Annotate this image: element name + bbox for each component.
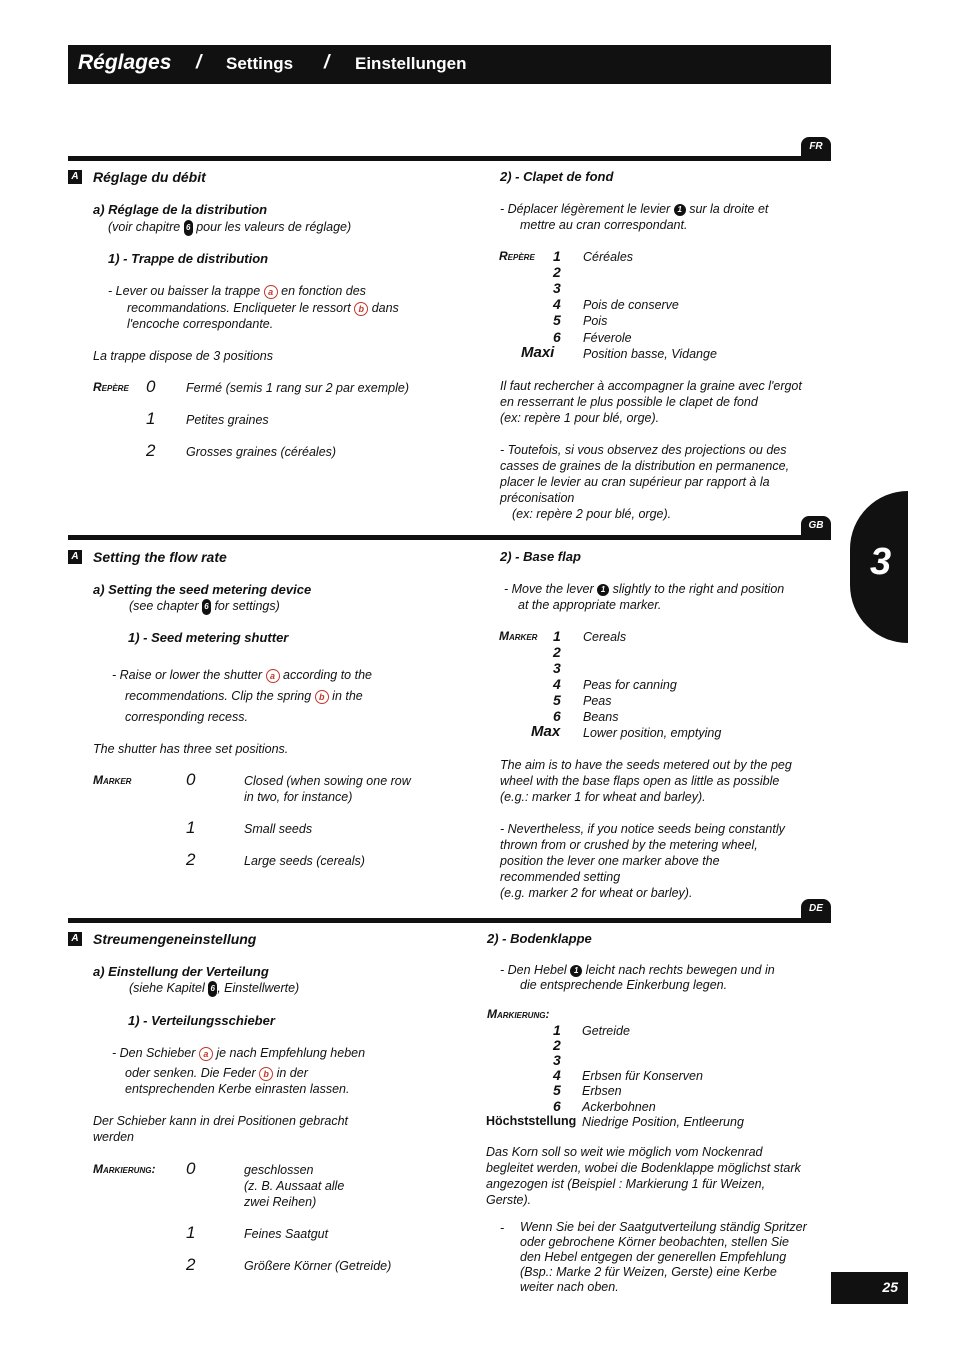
position-text: Small seeds: [244, 822, 313, 836]
marker-number: 4: [553, 676, 561, 692]
position-number: 1: [186, 818, 196, 837]
chapter-6-icon: 6: [184, 220, 193, 236]
instruction-text: - Move the lever: [504, 582, 594, 596]
marker-number: 5: [553, 1082, 561, 1098]
position-number: 0: [186, 770, 196, 789]
position-text: Feines Saatgut: [244, 1227, 329, 1241]
marker-a-icon: a: [199, 1047, 213, 1061]
marker-b-icon: b: [315, 690, 329, 704]
ref-text: pour les valeurs de réglage): [196, 220, 352, 234]
marker-text: Peas: [583, 694, 612, 708]
chapter-6-icon: 6: [208, 981, 217, 997]
marker-number: 1: [553, 248, 561, 264]
subsection-title: a) Einstellung der Verteilung: [93, 964, 269, 979]
instruction-text: - Déplacer légèrement le levier: [500, 202, 671, 216]
page-header: [68, 45, 831, 84]
instruction-text: according to the: [283, 668, 372, 682]
subsection-title: 1) - Verteilungsschieber: [128, 1013, 275, 1028]
instruction-text: je nach Empfehlung heben: [216, 1046, 366, 1060]
lever-1-icon: 1: [597, 584, 609, 596]
section-title: Setting the flow rate: [93, 549, 227, 565]
instruction-line: mettre au cran correspondant.: [520, 218, 688, 232]
marker-label: Marker: [499, 629, 538, 643]
instruction-line: [504, 581, 784, 597]
section-marker: A: [68, 550, 82, 564]
position-text: Large seeds (cereals): [244, 854, 365, 868]
instruction-line: [112, 667, 372, 683]
instruction-line: [500, 201, 768, 217]
paragraph: The aim is to have the seeds metered out by the peg wheel with the base flaps open as little as possible (e.g.: marker 1 for wheat and barley).: [500, 758, 792, 804]
marker-number: 4: [553, 1067, 561, 1083]
marker-text: Beans: [583, 710, 619, 724]
subsection-title: 2) - Base flap: [500, 549, 581, 564]
marker-number: 3: [553, 280, 561, 296]
instruction-text: - Den Hebel: [500, 963, 567, 977]
lang-badge-de: DE: [801, 899, 831, 919]
position-number: 1: [186, 1223, 196, 1242]
lang-badge-gb: GB: [801, 516, 831, 536]
section-title: Réglage du débit: [93, 169, 206, 185]
marker-number: 2: [553, 644, 561, 660]
page-number-box: [831, 1272, 908, 1304]
marker-number: 4: [553, 296, 561, 312]
header-title-de: Einstellungen: [355, 54, 467, 73]
marker-text: Erbsen für Konserven: [582, 1069, 703, 1083]
marker-number: 3: [553, 660, 561, 676]
paragraph: (ex: repère 2 pour blé, orge).: [512, 507, 672, 521]
instruction-text: en fonction des: [281, 284, 366, 298]
header-separator: /: [324, 52, 330, 73]
marker-text: Céréales: [583, 250, 634, 264]
marker-number: 5: [553, 312, 561, 328]
instruction-text: recommandations. Encliqueter le ressort: [127, 301, 351, 315]
position-text: Größere Körner (Getreide): [244, 1259, 392, 1273]
marker-number: 3: [553, 1052, 561, 1068]
subsection-title: 1) - Trappe de distribution: [108, 251, 269, 266]
chapter-number: 3: [870, 541, 892, 583]
marker-number: 2: [553, 264, 561, 280]
marker-text: Ackerbohnen: [582, 1100, 656, 1114]
marker-number: 1: [553, 628, 561, 644]
section-divider: [68, 918, 831, 923]
positions-note: Der Schieber kann in drei Positionen gebracht werden: [93, 1114, 349, 1144]
instruction-text: leicht nach rechts bewegen und in: [585, 963, 775, 977]
marker-text: Pois: [583, 314, 608, 328]
instruction-line: [125, 1065, 308, 1081]
paragraph: - Toutefois, si vous observez des projections ou des casses de graines de la distribution en permanence, placer le levier au cran supérieur par rapport à la préconisation: [500, 443, 790, 505]
chapter-reference: [129, 980, 299, 997]
subsection-title: a) Réglage de la distribution: [93, 202, 268, 217]
instruction-line: [500, 962, 775, 978]
instruction-text: - Raise or lower the shutter: [112, 668, 263, 682]
instruction-text: - Lever ou baisser la trappe: [108, 284, 261, 298]
instruction-line: [108, 283, 366, 299]
section-marker: A: [68, 170, 82, 184]
chapter-reference: [129, 598, 280, 615]
position-text: Petites graines: [186, 413, 269, 427]
marker-b-icon: b: [354, 302, 368, 316]
marker-text: Erbsen: [582, 1084, 622, 1098]
position-text: Fermé (semis 1 rang sur 2 par exemple): [186, 381, 409, 395]
marker-text: Position basse, Vidange: [583, 347, 717, 361]
subsection-title: 2) - Clapet de fond: [500, 169, 614, 184]
marker-text: Getreide: [582, 1024, 630, 1038]
paragraph: Il faut rechercher à accompagner la graine avec l'ergot en resserrant le plus possible le clapet de fond (ex: repère 1 pour blé, orge).: [500, 379, 802, 425]
instruction-text: in the: [332, 689, 363, 703]
marker-max: Maxi: [521, 344, 555, 361]
chapter-reference: [108, 219, 351, 236]
marker-max: Höchststellung: [486, 1114, 577, 1128]
ref-text: for settings): [214, 599, 280, 613]
positions-note: The shutter has three set positions.: [93, 742, 289, 756]
ref-text: , Einstellwerte): [217, 981, 300, 995]
marker-text: Pois de conserve: [583, 298, 679, 312]
subsection-title: a) Setting the seed metering device: [93, 582, 312, 597]
instruction-text: dans: [371, 301, 399, 315]
subsection-title: 2) - Bodenklappe: [487, 931, 592, 946]
position-text: geschlossen (z. B. Aussaat alle zwei Reihen): [244, 1163, 345, 1209]
marker-label: Marker: [93, 773, 132, 787]
header-title-en: Settings: [226, 54, 294, 73]
position-number: 1: [146, 409, 156, 428]
marker-text: Cereals: [583, 630, 627, 644]
position-number: 0: [146, 377, 156, 396]
lever-1-icon: 1: [674, 204, 686, 216]
marker-number: 2: [553, 1037, 561, 1053]
paragraph: Wenn Sie bei der Saatgutverteilung ständig Spritzer oder gebrochene Körner beobachten, stellen Sie den Hebel entgegen der generellen Empfehlung (Bsp.: Marke 2 für Weizen, Gerste) eine Kerbe weiter nach oben.: [520, 1220, 807, 1294]
lang-badge-fr: FR: [801, 137, 831, 157]
positions-note: La trappe dispose de 3 positions: [93, 349, 273, 363]
marker-number: 6: [553, 329, 561, 345]
section-divider: [68, 535, 831, 540]
marker-number: 1: [553, 1022, 561, 1038]
instruction-text: slightly to the right and position: [612, 582, 785, 596]
position-text: Grosses graines (céréales): [186, 445, 337, 459]
instruction-line: at the appropriate marker.: [518, 598, 662, 612]
paragraph: - Nevertheless, if you notice seeds being constantly thrown from or crushed by the metering wheel, position the lever one marker above the recommended setting (e.g. marker 2 for wheat or barley).: [500, 822, 785, 900]
marker-number: 6: [553, 708, 561, 724]
marker-label: Markierung:: [93, 1162, 156, 1176]
position-text: Closed (when sowing one row in two, for instance): [244, 774, 411, 804]
instruction-line: [112, 1045, 365, 1061]
marker-number: 6: [553, 1098, 561, 1114]
ref-text: (siehe Kapitel: [129, 981, 205, 995]
page-number: 25: [882, 1279, 898, 1295]
header-title-fr: Réglages: [78, 51, 172, 74]
instruction-line: corresponding recess.: [125, 710, 248, 724]
instruction-text: recommendations. Clip the spring: [125, 689, 312, 703]
marker-text: Niedrige Position, Entleerung: [582, 1115, 744, 1129]
instruction-line: l'encoche correspondante.: [127, 317, 274, 331]
marker-number: 5: [553, 692, 561, 708]
marker-text: Peas for canning: [583, 678, 677, 692]
section-title: Streumengeneinstellung: [93, 931, 257, 947]
position-number: 2: [186, 1255, 196, 1274]
instruction-text: sur la droite et: [689, 202, 769, 216]
marker-b-icon: b: [259, 1067, 273, 1081]
instruction-line: [127, 300, 399, 316]
marker-a-icon: a: [266, 669, 280, 683]
instruction-line: [125, 688, 363, 704]
instruction-text: in der: [276, 1066, 308, 1080]
position-number: 2: [146, 441, 156, 460]
ref-text: (voir chapitre: [108, 220, 181, 234]
instruction-text: - Den Schieber: [112, 1046, 196, 1060]
lever-1-icon: 1: [570, 965, 582, 977]
marker-text: Féverole: [583, 331, 632, 345]
ref-text: (see chapter: [129, 599, 199, 613]
section-marker: A: [68, 932, 82, 946]
instruction-line: die entsprechende Einkerbung legen.: [520, 978, 728, 992]
position-number: 2: [186, 850, 196, 869]
marker-label: Repère: [93, 380, 129, 394]
chapter-tab: [850, 491, 908, 643]
marker-max: Max: [531, 723, 561, 740]
paragraph-dash: -: [500, 1221, 505, 1235]
section-divider: [68, 156, 831, 161]
position-number: 0: [186, 1159, 196, 1178]
instruction-text: oder senken. Die Feder: [125, 1066, 256, 1080]
header-separator: /: [196, 52, 202, 73]
marker-text: Lower position, emptying: [583, 726, 722, 740]
marker-label: Markierung:: [487, 1007, 550, 1021]
chapter-6-icon: 6: [202, 599, 211, 615]
marker-label: Repère: [499, 249, 535, 263]
paragraph: Das Korn soll so weit wie möglich vom Nockenrad begleitet werden, wobei die Bodenklappe möglichst stark angezogen ist (Beispiel : Markierung 1 für Weizen, Gerste).: [486, 1145, 801, 1207]
marker-a-icon: a: [264, 285, 278, 299]
instruction-line: entsprechenden Kerbe einrasten lassen.: [125, 1082, 350, 1096]
subsection-title: 1) - Seed metering shutter: [128, 630, 289, 645]
